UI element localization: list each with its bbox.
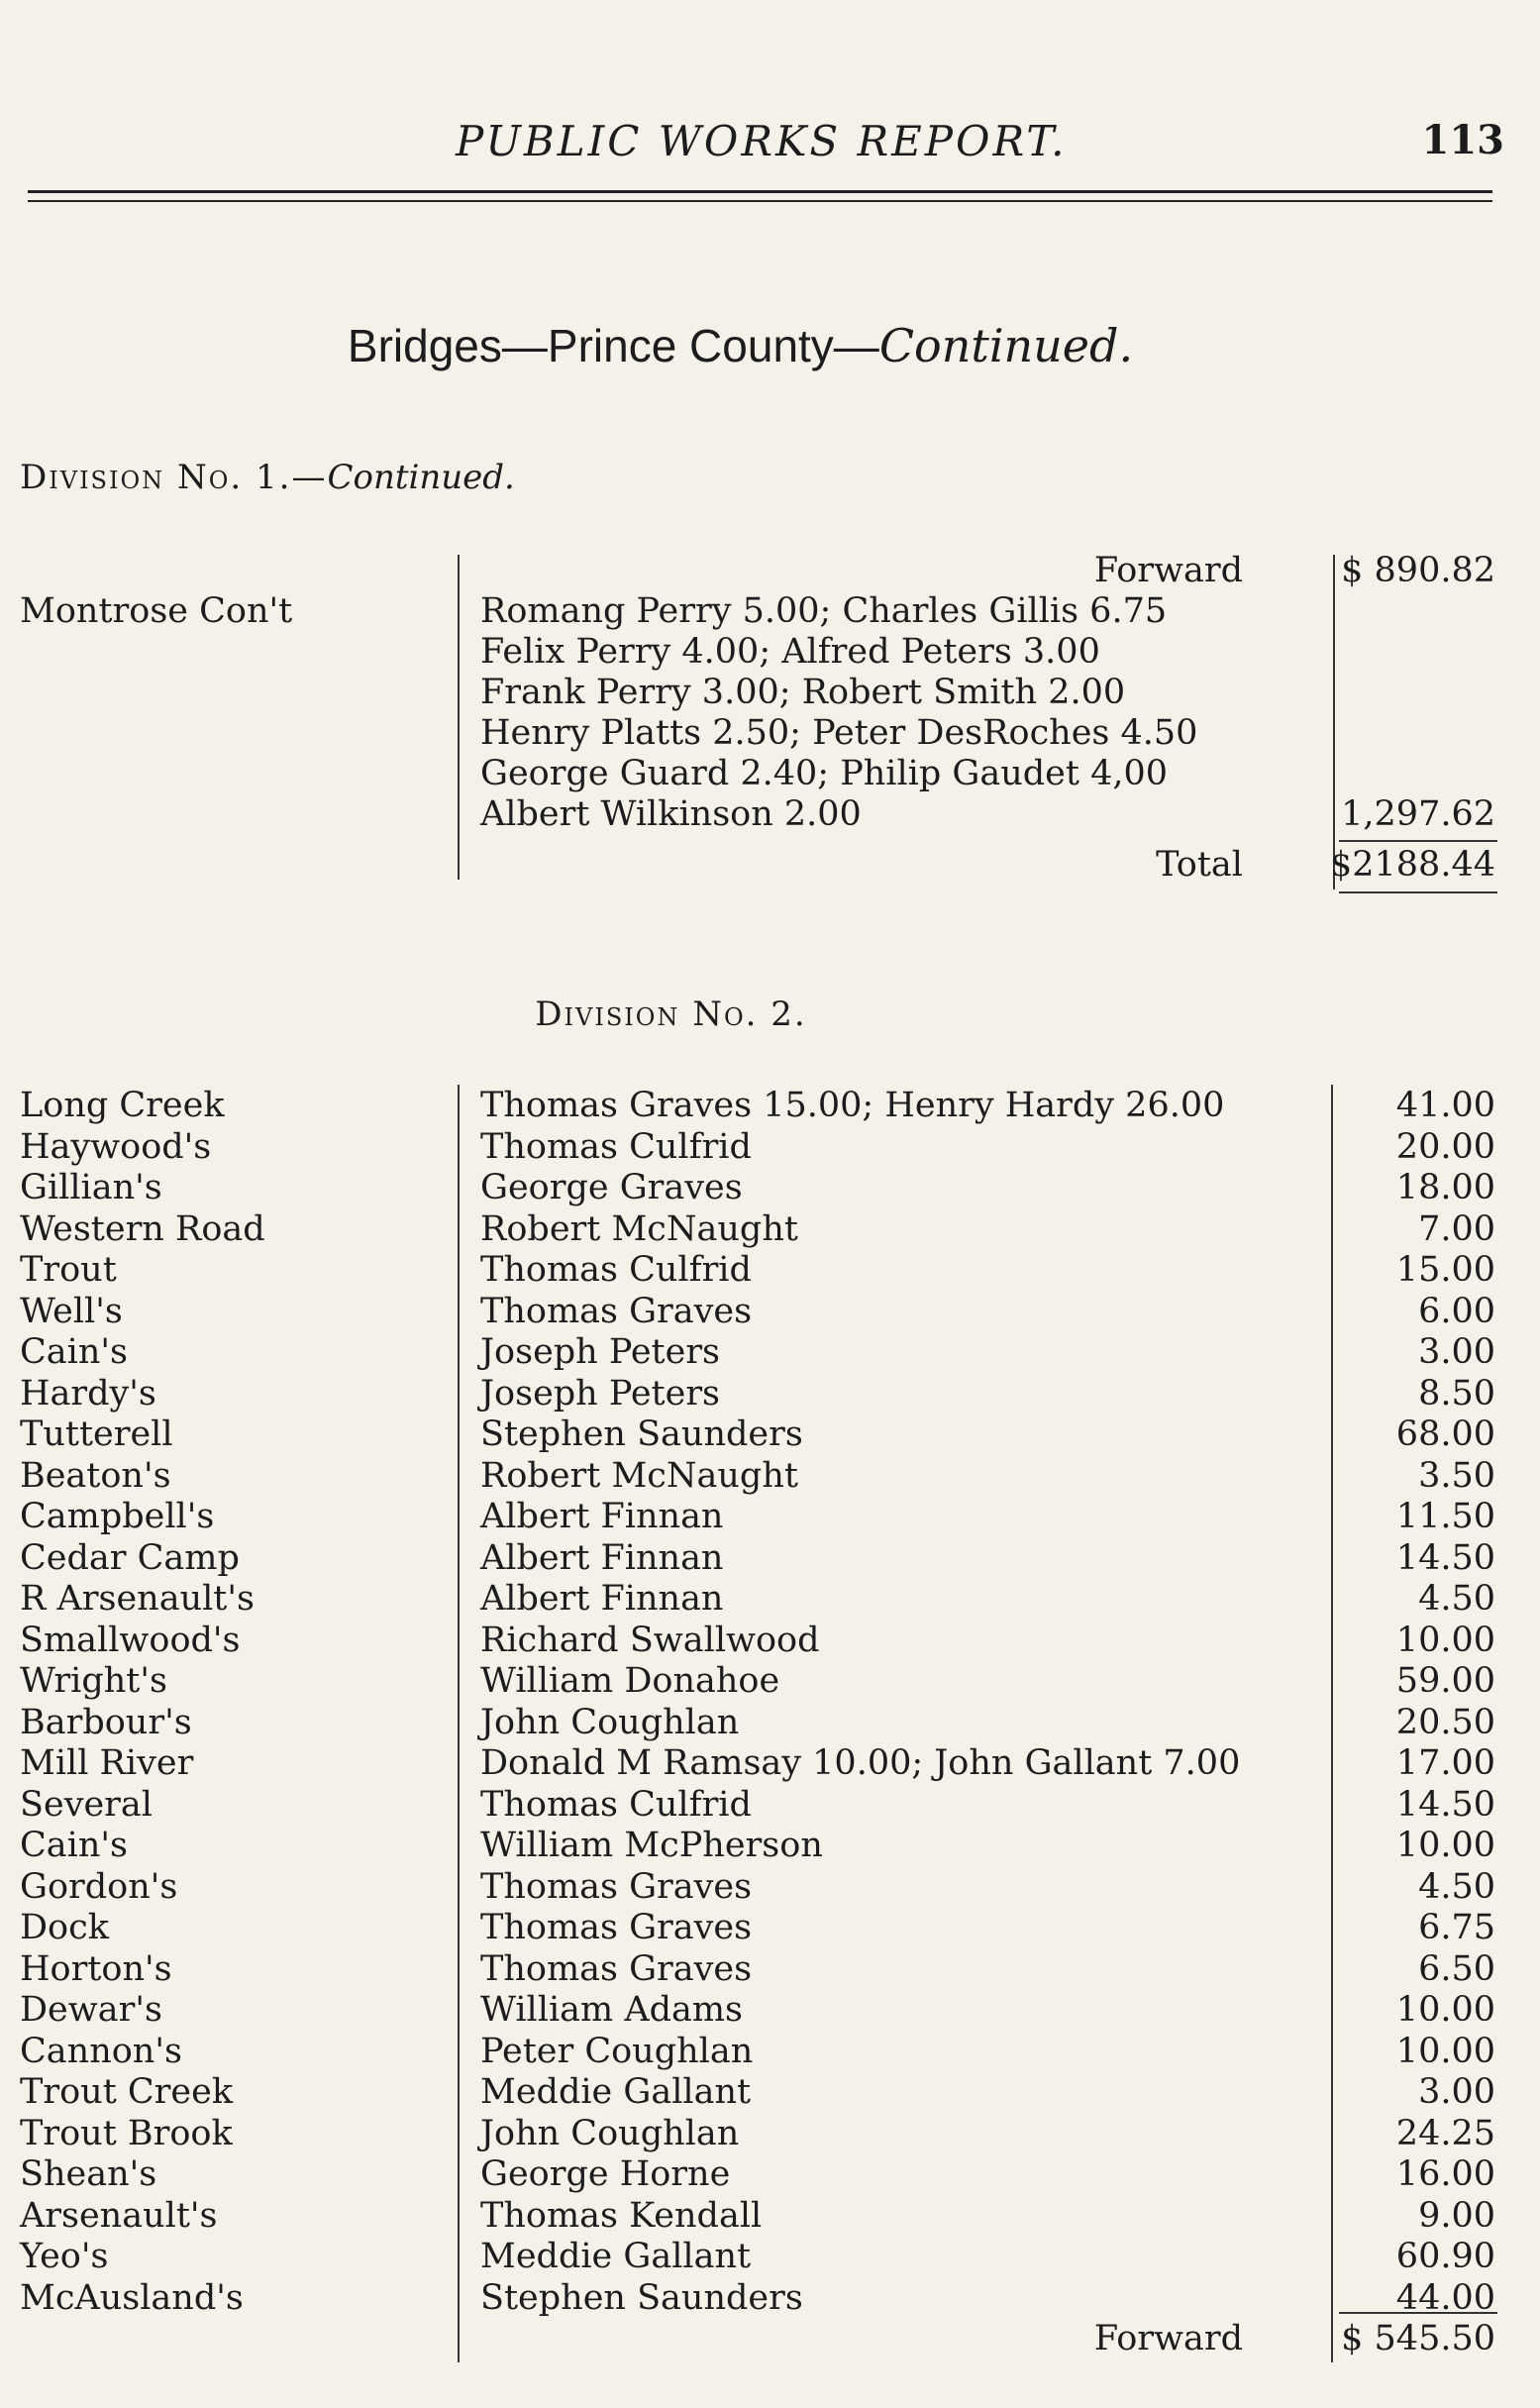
ledger-row — [0, 1702, 1540, 1743]
forward-label: Forward — [1093, 2319, 1243, 2358]
contractor-name: Robert McNaught — [480, 1208, 798, 1249]
header-rule — [28, 190, 1492, 193]
amount-value: 16.00 — [1395, 2154, 1495, 2194]
contractor-name: Thomas Graves — [480, 1291, 753, 1331]
division-1-heading-text: Division No. 1.— — [20, 458, 328, 497]
contractor-name: George Horne — [480, 2154, 731, 2194]
header-rule — [28, 200, 1492, 202]
contractor-line: Romang Perry 5.00; Charles Gillis 6.75 — [480, 591, 1168, 631]
contractor-name: Peter Coughlan — [480, 2031, 754, 2071]
ledger-row — [0, 1537, 1540, 1579]
ledger-row — [0, 1413, 1540, 1455]
ledger-row — [0, 2195, 1540, 2237]
ledger-row — [0, 2153, 1540, 2195]
contractor-name: Stephen Saunders — [480, 2277, 803, 2318]
ledger-row — [0, 1496, 1540, 1537]
bridge-name: Beaton's — [20, 1455, 171, 1496]
ledger-row — [0, 1291, 1540, 1332]
ledger-row — [0, 1989, 1540, 2031]
contractor-line: Henry Platts 2.50; Peter DesRoches 4.50 — [480, 713, 1198, 753]
ledger-row — [0, 631, 1540, 673]
bridge-name: R Arsenault's — [20, 1579, 255, 1619]
contractor-name: Stephen Saunders — [480, 1414, 803, 1454]
total-amount: $2188.44 — [1329, 845, 1495, 885]
ledger-row — [0, 672, 1540, 713]
ledger-row — [0, 1620, 1540, 1661]
ledger-row — [0, 2071, 1540, 2113]
division-1-heading-continued: Continued. — [327, 458, 515, 497]
bridge-name: Barbour's — [20, 1702, 192, 1742]
amount-value: 8.50 — [1418, 1373, 1495, 1413]
contractor-line: Felix Perry 4.00; Alfred Peters 3.00 — [480, 632, 1100, 672]
bridge-name: Long Creek — [20, 1086, 225, 1125]
contractor-name: Thomas Culfrid — [480, 1126, 752, 1167]
bridge-name: Hardy's — [20, 1373, 156, 1413]
contractor-name: Joseph Peters — [480, 1332, 721, 1372]
ledger-row — [0, 1249, 1540, 1291]
bridge-name: Cannon's — [20, 2031, 182, 2071]
bridge-name: Campbell's — [20, 1497, 215, 1536]
contractor-name: William McPherson — [480, 1826, 823, 1865]
amount-value: 24.25 — [1395, 2113, 1495, 2153]
amount-value: 20.00 — [1395, 1126, 1495, 1167]
page-number: 113 — [1421, 117, 1504, 163]
contractor-name: Albert Finnan — [480, 1579, 724, 1619]
bridge-name: Several — [20, 1784, 153, 1825]
forward-rule — [1339, 2312, 1497, 2314]
contractor-name: Joseph Peters — [480, 1373, 721, 1413]
bridge-name: Horton's — [20, 1948, 172, 1989]
ledger-row — [0, 753, 1540, 794]
contractor-name: Thomas Graves — [480, 1866, 753, 1907]
ledger-row — [0, 1742, 1540, 1784]
bridge-name: Dock — [20, 1908, 109, 1947]
amount-value: 41.00 — [1395, 1086, 1495, 1125]
bridge-name: Yeo's — [20, 2237, 109, 2276]
bridge-name: Gillian's — [20, 1168, 162, 1207]
bridge-name: Mill River — [20, 1743, 194, 1783]
bridge-name: Haywood's — [20, 1126, 212, 1167]
forward-amount: $ 890.82 — [1341, 551, 1495, 590]
forward-row — [0, 550, 1540, 591]
bridge-name: Gordon's — [20, 1866, 178, 1907]
section-title — [0, 319, 1540, 372]
ledger-row — [0, 2113, 1540, 2154]
bridge-name: Cedar Camp — [20, 1537, 240, 1578]
contractor-name: Robert McNaught — [480, 1455, 798, 1496]
contractor-name: John Coughlan — [480, 2113, 740, 2153]
ledger-row — [0, 1167, 1540, 1208]
forward-amount: $ 545.50 — [1341, 2319, 1495, 2358]
ledger-row — [0, 590, 1540, 632]
ledger-row — [0, 1208, 1540, 1250]
contractor-name: Thomas Graves — [480, 1908, 753, 1947]
amount-value: 9.00 — [1418, 2195, 1495, 2236]
amount-value: 4.50 — [1418, 1866, 1495, 1907]
ledger-row — [0, 793, 1540, 835]
bridge-name: Cain's — [20, 1826, 128, 1865]
section-title-text: Bridges—Prince County— — [347, 320, 879, 371]
contractor-name: William Adams — [480, 1990, 744, 2030]
contractor-line: George Guard 2.40; Philip Gaudet 4,00 — [480, 754, 1169, 793]
ledger-row — [0, 1825, 1540, 1866]
running-header — [0, 117, 1540, 176]
amount-value: 59.00 — [1395, 1661, 1495, 1701]
amount-value: 10.00 — [1395, 1826, 1495, 1865]
contractor-name: Meddie Gallant — [480, 2237, 752, 2276]
amount-value: 44.00 — [1395, 2277, 1495, 2318]
bridge-name: Arsenault's — [20, 2195, 218, 2236]
amount-value: 3.00 — [1418, 1332, 1495, 1372]
total-label: Total — [1156, 845, 1243, 885]
contractor-name: Albert Finnan — [480, 1537, 724, 1578]
contractor-name: Thomas Graves — [480, 1948, 753, 1989]
amount-value: 6.00 — [1418, 1291, 1495, 1331]
amount-value: 60.90 — [1395, 2237, 1495, 2276]
bridge-name: Western Road — [20, 1208, 265, 1249]
amount-value: 3.50 — [1418, 1455, 1495, 1496]
amount-value: 6.50 — [1418, 1948, 1495, 1989]
ledger-row — [0, 1907, 1540, 1948]
total-rule — [1339, 891, 1497, 893]
bridge-name: Trout — [20, 1250, 117, 1290]
contractor-name: George Graves — [480, 1168, 743, 1207]
bridge-name: Montrose Con't — [20, 591, 293, 631]
bridge-name: Tutterell — [20, 1414, 173, 1454]
bridge-name: Cain's — [20, 1332, 128, 1372]
amount-value: 68.00 — [1395, 1414, 1495, 1454]
bridge-name: Smallwood's — [20, 1620, 241, 1660]
ledger-row — [0, 1085, 1540, 1126]
ledger-row — [0, 1578, 1540, 1620]
bridge-name: Well's — [20, 1291, 123, 1331]
contractor-name: Thomas Culfrid — [480, 1784, 752, 1825]
section-title-continued: Continued. — [878, 319, 1134, 372]
amount-value: 14.50 — [1395, 1784, 1495, 1825]
amount-value: 18.00 — [1395, 1168, 1495, 1207]
bridge-name: Wright's — [20, 1661, 167, 1701]
ledger-row — [0, 712, 1540, 754]
contractor-name: Thomas Culfrid — [480, 1250, 752, 1290]
amount-value: 6.75 — [1418, 1908, 1495, 1947]
bridge-name: Trout Creek — [20, 2072, 234, 2112]
running-title: PUBLIC WORKS REPORT. — [456, 117, 1068, 165]
bridge-name: Shean's — [20, 2154, 157, 2194]
amount-value: 17.00 — [1395, 1743, 1495, 1783]
contractor-name: Richard Swallwood — [480, 1620, 820, 1660]
contractor-name: Thomas Kendall — [480, 2195, 763, 2236]
amount-value: 7.00 — [1418, 1208, 1495, 1249]
amount-value: 14.50 — [1395, 1537, 1495, 1578]
subtotal-amount: 1,297.62 — [1341, 794, 1495, 834]
amount-value: 10.00 — [1395, 2031, 1495, 2071]
amount-value: 15.00 — [1395, 1250, 1495, 1290]
division-2-heading: Division No. 2. — [535, 995, 807, 1034]
amount-value: 3.00 — [1418, 2072, 1495, 2112]
contractor-line: Albert Wilkinson 2.00 — [480, 794, 862, 834]
bridge-name: Dewar's — [20, 1990, 162, 2030]
ledger-row — [0, 2236, 1540, 2277]
ledger-row — [0, 1331, 1540, 1373]
contractor-name: Donald M Ramsay 10.00; John Gallant 7.00 — [480, 1743, 1241, 1783]
amount-value: 20.50 — [1395, 1702, 1495, 1742]
amount-value: 11.50 — [1395, 1497, 1495, 1536]
amount-value: 4.50 — [1418, 1579, 1495, 1619]
subtotal-rule — [1339, 840, 1497, 842]
total-row — [0, 844, 1540, 886]
contractor-name: William Donahoe — [480, 1661, 780, 1701]
forward-row — [0, 2318, 1540, 2359]
contractor-name: Meddie Gallant — [480, 2072, 752, 2112]
bridge-name: McAusland's — [20, 2277, 244, 2318]
contractor-name: Albert Finnan — [480, 1497, 724, 1536]
forward-label: Forward — [1093, 551, 1243, 590]
ledger-row — [0, 1660, 1540, 1702]
ledger-row — [0, 1866, 1540, 1908]
bridge-name: Trout Brook — [20, 2113, 233, 2153]
ledger-row — [0, 1455, 1540, 1497]
ledger-row — [0, 1373, 1540, 1414]
ledger-row — [0, 2031, 1540, 2072]
contractor-name: Thomas Graves 15.00; Henry Hardy 26.00 — [480, 1086, 1225, 1125]
ledger-row — [0, 1126, 1540, 1168]
amount-value: 10.00 — [1395, 1990, 1495, 2030]
contractor-line: Frank Perry 3.00; Robert Smith 2.00 — [480, 673, 1126, 712]
division-1-heading — [20, 458, 515, 497]
amount-value: 10.00 — [1395, 1620, 1495, 1660]
ledger-row — [0, 1784, 1540, 1826]
ledger-row — [0, 2277, 1540, 2319]
contractor-name: John Coughlan — [480, 1702, 740, 1742]
ledger-row — [0, 1948, 1540, 1990]
